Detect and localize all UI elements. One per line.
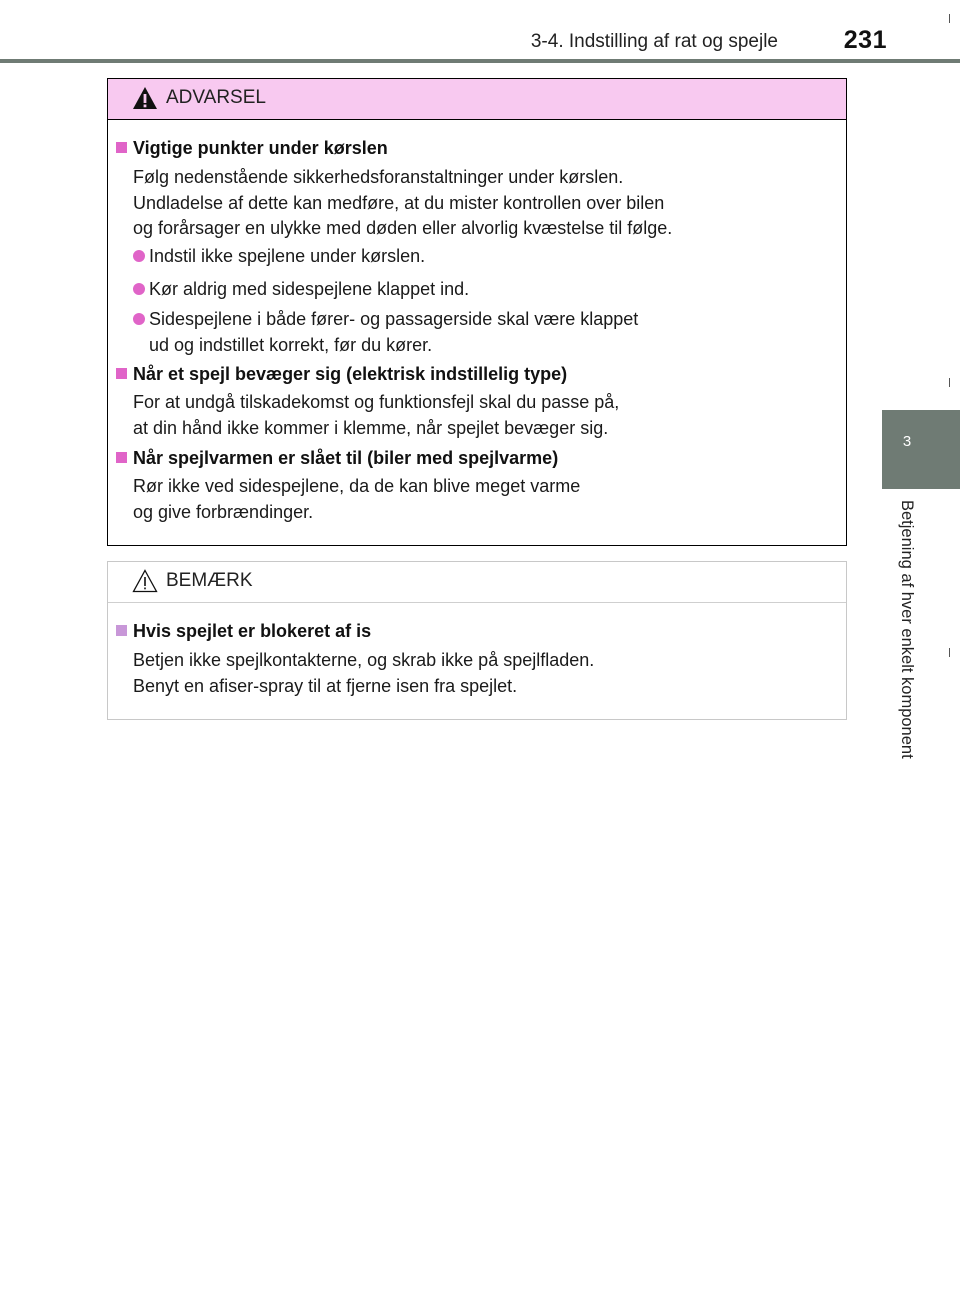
list-item: Sidespejlene i både fører- og passagerside skal være klappet ud og indstillet korrekt, før du kører. — [133, 306, 638, 358]
section-heading: Hvis spejlet er blokeret af is — [116, 621, 371, 642]
heading-marker-icon — [116, 142, 127, 153]
margin-tick — [949, 14, 950, 23]
paragraph: Følg nedenstående sikkerhedsforanstaltninger under kørslen. Undladelse af dette kan medføre, at du mister kontrollen over bilen og forårsager en ulykke med døden eller alvorlig kvæstelse til følge. — [133, 167, 673, 238]
heading-marker-icon — [116, 452, 127, 463]
warning-header — [108, 79, 846, 120]
paragraph: Betjen ikke spejlkontakterne, og skrab ikke på spejlfladen. Benyt en afiser-spray til at fjerne isen fra spejlet. — [133, 650, 595, 696]
margin-tick — [949, 378, 950, 387]
chapter-number: 3 — [902, 433, 912, 450]
chapter-title: Betjening af hver enkelt komponent — [898, 500, 916, 759]
caution-triangle-icon — [132, 569, 158, 593]
bullet-icon — [133, 283, 145, 295]
warning-triangle-icon — [132, 86, 158, 110]
list-item: Kør aldrig med sidespejlene klappet ind. — [133, 276, 469, 302]
bullet-icon — [133, 250, 145, 262]
notice-label: BEMÆRK — [166, 570, 253, 591]
notice-box — [107, 561, 847, 720]
section-heading: Når spejlvarmen er slået til (biler med spejlvarme) — [116, 448, 558, 469]
section-heading: Vigtige punkter under kørslen — [116, 138, 388, 159]
paragraph: For at undgå tilskadekomst og funktionsfejl skal du passe på, at din hånd ikke kommer i klemme, når spejlet bevæger sig. — [133, 392, 620, 438]
list-item: Indstil ikke spejlene under kørslen. — [133, 243, 425, 269]
header-rule — [0, 59, 960, 63]
heading-marker-icon — [116, 625, 127, 636]
section-title: 3-4. Indstilling af rat og spejle — [530, 31, 778, 52]
notice-header — [108, 562, 846, 603]
page-number: 231 — [843, 26, 887, 54]
bullet-icon — [133, 313, 145, 325]
section-heading: Når et spejl bevæger sig (elektrisk indstillelig type) — [116, 364, 567, 385]
warning-box — [107, 78, 847, 546]
paragraph: Rør ikke ved sidespejlene, da de kan blive meget varme og give forbrændinger. — [133, 476, 581, 522]
heading-marker-icon — [116, 368, 127, 379]
warning-label: ADVARSEL — [166, 87, 266, 108]
margin-tick — [949, 648, 950, 657]
